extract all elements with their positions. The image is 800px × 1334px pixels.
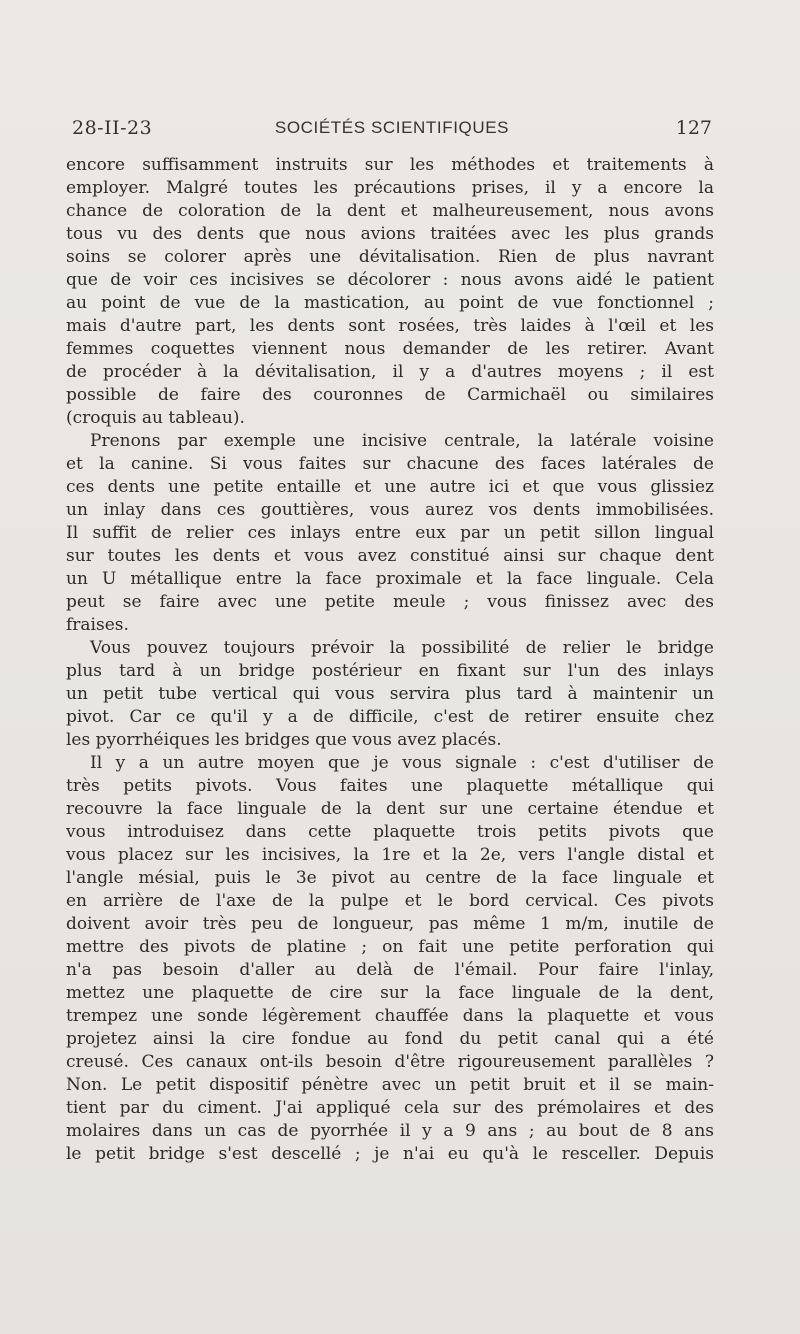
text-line: projetez ainsi la cire fondue au fond du petit canal qui a été	[66, 1029, 714, 1049]
text-line: un inlay dans ces gouttières, vous aurez vos dents immobilisées.	[66, 500, 714, 520]
header-date: 28-II-23	[72, 117, 153, 139]
text-line: sur toutes les dents et vous avez constitué ainsi sur chaque dent	[66, 546, 714, 566]
text-line: tient par du ciment. J'ai appliqué cela sur des prémolaires et des	[66, 1098, 714, 1118]
text-line: mais d'autre part, les dents sont rosées, très laides à l'œil et les	[66, 316, 714, 336]
text-line: mettez une plaquette de cire sur la face linguale de la dent,	[66, 983, 714, 1003]
text-line: en arrière de l'axe de la pulpe et le bord cervical. Ces pivots	[66, 891, 714, 911]
text-line: femmes coquettes viennent nous demander de les retirer. Avant	[66, 339, 714, 359]
text-line: Il suffit de relier ces inlays entre eux par un petit sillon lingual	[66, 523, 714, 543]
text-line: recouvre la face linguale de la dent sur une certaine étendue et	[66, 799, 714, 819]
text-line: possible de faire des couronnes de Carmichaël ou similaires	[66, 385, 714, 405]
text-line: molaires dans un cas de pyorrhée il y a 9 ans ; au bout de 8 ans	[66, 1121, 714, 1141]
text-line: (croquis au tableau).	[66, 408, 245, 428]
paragraph-start: Prenons par exemple une incisive centrale, la latérale voisine	[90, 431, 714, 451]
running-header	[72, 116, 712, 140]
text-line: très petits pivots. Vous faites une plaquette métallique qui	[66, 776, 714, 796]
text-line: creusé. Ces canaux ont-ils besoin d'être rigoureusement parallèles ?	[66, 1052, 714, 1072]
text-line: l'angle mésial, puis le 3e pivot au centre de la face linguale et	[66, 868, 714, 888]
text-line: de procéder à la dévitalisation, il y a d'autres moyens ; il est	[66, 362, 714, 382]
text-line: vous introduisez dans cette plaquette trois petits pivots que	[66, 822, 714, 842]
text-line: les pyorrhéiques les bridges que vous avez placés.	[66, 730, 502, 750]
paragraph-start: Vous pouvez toujours prévoir la possibilité de relier le bridge	[90, 638, 714, 658]
text-line: soins se colorer après une dévitalisation. Rien de plus navrant	[66, 247, 714, 267]
text-line: doivent avoir très peu de longueur, pas même 1 m/m, inutile de	[66, 914, 714, 934]
text-line: mettre des pivots de platine ; on fait une petite perforation qui	[66, 937, 714, 957]
text-line: pivot. Car ce qu'il y a de difficile, c'est de retirer ensuite chez	[66, 707, 714, 727]
page-number: 127	[675, 117, 712, 139]
text-line: n'a pas besoin d'aller au delà de l'émail. Pour faire l'inlay,	[66, 960, 714, 980]
text-line: au point de vue de la mastication, au point de vue fonctionnel ;	[66, 293, 714, 313]
paragraph-start: Il y a un autre moyen que je vous signale : c'est d'utiliser de	[90, 753, 714, 773]
text-line: encore suffisamment instruits sur les méthodes et traitements à	[66, 155, 714, 175]
text-line: peut se faire avec une petite meule ; vous finissez avec des	[66, 592, 714, 612]
body-text	[66, 154, 714, 1166]
text-line: un U métallique entre la face proximale et la face linguale. Cela	[66, 569, 714, 589]
header-title: SOCIÉTÉS SCIENTIFIQUES	[274, 118, 510, 137]
text-line: et la canine. Si vous faites sur chacune des faces latérales de	[66, 454, 714, 474]
text-line: employer. Malgré toutes les précautions prises, il y a encore la	[66, 178, 714, 198]
text-line: le petit bridge s'est descellé ; je n'ai eu qu'à le resceller. Depuis	[66, 1144, 714, 1164]
text-line: ces dents une petite entaille et une autre ici et que vous glissiez	[66, 477, 714, 497]
text-line: que de voir ces incisives se décolorer : nous avons aidé le patient	[66, 270, 714, 290]
text-line: un petit tube vertical qui vous servira plus tard à maintenir un	[66, 684, 714, 704]
text-line: trempez une sonde légèrement chauffée dans la plaquette et vous	[66, 1006, 714, 1026]
text-line: vous placez sur les incisives, la 1re et la 2e, vers l'angle distal et	[66, 845, 714, 865]
text-line: Non. Le petit dispositif pénètre avec un petit bruit et il se main-	[66, 1075, 714, 1095]
text-line: fraises.	[66, 615, 129, 635]
text-line: plus tard à un bridge postérieur en fixant sur l'un des inlays	[66, 661, 714, 681]
text-line: chance de coloration de la dent et malheureusement, nous avons	[66, 201, 714, 221]
text-line: tous vu des dents que nous avions traitées avec les plus grands	[66, 224, 714, 244]
